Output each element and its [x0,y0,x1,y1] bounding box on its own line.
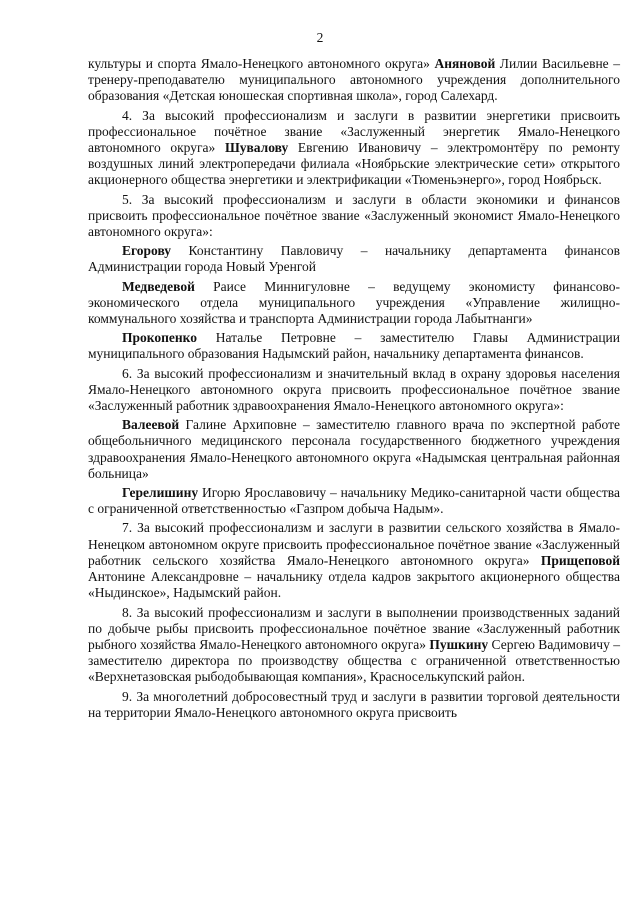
paragraph [88,366,620,415]
paragraph [88,417,620,482]
paragraph-text: 5. За высокий профессионализм и заслуги в области экономики и финансов присвоить профессиональное почётное звание «Заслуженный экономист Ямало-Ненецкого автономного округа»: [88,191,620,240]
awardee-surname: Егорову [122,243,172,259]
awardee-surname: Герелишину [122,485,199,501]
paragraph [88,108,620,189]
paragraph [88,485,620,517]
paragraph-text: 9. За многолетний добросовестный труд и заслуги в развитии торговой деятельности на территории Ямало-Ненецкого автономного округа присвоить [88,688,620,720]
document-body [88,56,620,724]
paragraph [88,605,620,686]
paragraph [88,243,620,275]
paragraph [88,279,620,328]
paragraph-text: 4. За высокий профессионализм и заслуги в развитии энергетики присвоить профессиональное почётное звание «Заслуженный энергетик Ямало-Ненецкого автономного округа» [88,107,620,156]
paragraph [88,56,620,105]
awardee-surname: Прокопенко [122,330,198,346]
paragraph-text: 7. За высокий профессионализм и заслуги в развитии сельского хозяйства в Ямало-Ненецком автономном округе присвоить профессиональное почётное звание «Заслуженный работник сельского хозяйства Ямало-Ненецкого автономного округа» [88,520,620,568]
awardee-surname: Шувалову [224,140,289,156]
paragraph-text: Константину Павловичу – начальнику департамента финансов Администрации города Новый Уренгой [88,243,620,275]
paragraph-text: Сергею Вадимовичу – заместителю директора по производству общества с ограниченной ответственностью «Верхнетазовская рыбодобывающая компания», Красноселькупский район. [88,636,620,685]
paragraph-text: Игорю Ярославовичу – начальнику Медико-санитарной части общества с ограниченной ответственностью «Газпром добыча Надым». [88,485,620,517]
awardee-surname: Валеевой [122,417,180,433]
paragraph-text: культуры и спорта Ямало-Ненецкого автономного округа» [88,56,435,71]
paragraph-text: Антонине Александровне – начальнику отдела кадров закрытого акционерного общества «Ныдинское», Надымский район. [88,569,620,601]
paragraph-text: 6. За высокий профессионализм и значительный вклад в охрану здоровья населения Ямало-Ненецкого автономного округа присвоить профессиональное почётное звание «Заслуженный работник здравоохранения Ямало-Ненецкого автономного округа»: [88,365,620,414]
paragraph [88,330,620,362]
page-number: 2 [316,30,324,45]
paragraph-text: Лилии Васильевне – тренеру-преподавателю муниципального автономного учреждения дополнительного образования «Детская юношеская спортивная школа», город Салехард. [88,56,620,104]
paragraph-text: Галине Архиповне – заместителю главного врача по экспертной работе общебольничного медицинского персонала государственного бюджетного учреждения здравоохранения Ямало-Ненецкого автономного округа «Надымская центральная районная больница» [88,417,620,481]
paragraph-text: 8. За высокий профессионализм и заслуги в выполнении производственных заданий по добыче рыбы присвоить профессиональное почётное звание «Заслуженный работник рыбного хозяйства Ямало-Ненецкого автономного округа» [88,604,620,652]
awardee-surname: Пушкину [429,636,489,652]
paragraph-text: Раисе Миннигуловне – ведущему экономисту финансово-экономического отдела муниципального учреждения «Управление жилищно-коммунального хозяйства и транспорта Администрации города Лабытнанги» [88,278,620,327]
awardee-surname: Медведевой [122,278,195,294]
paragraph [88,520,620,601]
paragraph-text: Наталье Петровне – заместителю Главы Администрации муниципального образования Надымский район, начальнику департамента финансов. [88,330,620,362]
awardee-surname: Прищеповой [540,552,620,568]
paragraph [88,689,620,721]
paragraph [88,192,620,241]
paragraph-text: Евгению Ивановичу – электромонтёру по ремонту воздушных линий электропередачи филиала «Ноябрьские электрические сети» открытого акционерного общества энергетики и электрификации «Тюменьэнерго», город Ноябрьск. [88,140,620,188]
awardee-surname: Аняновой [434,56,496,71]
